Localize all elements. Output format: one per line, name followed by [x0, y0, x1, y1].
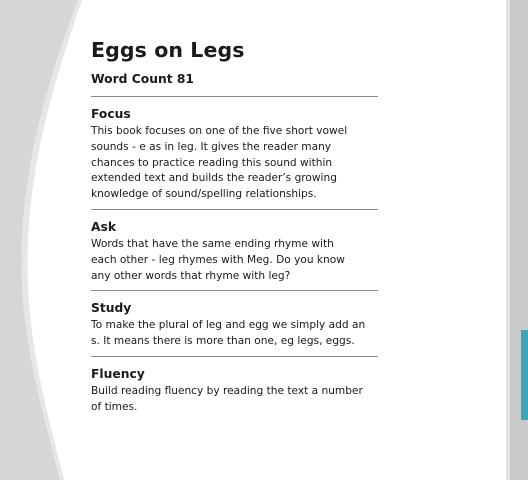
text-line: s. It means there is more than one, eg legs, eggs.: [91, 335, 355, 348]
text-line: any other words that rhyme with leg?: [91, 269, 291, 282]
section-body: [91, 384, 379, 416]
right-page-edge-highlight: [506, 0, 510, 480]
text-line: of times.: [91, 400, 138, 413]
text-line: extended text and builds the reader’s growing: [91, 172, 337, 185]
text-line: Words that have the same ending rhyme with: [91, 237, 334, 250]
text-line: To make the plural of leg and egg we simply add an: [91, 319, 366, 332]
text-line: knowledge of sound/spelling relationships.: [91, 188, 317, 201]
section-study: [91, 300, 379, 350]
teacher-notes: [91, 36, 379, 416]
book-title: Eggs on Legs: [91, 38, 245, 62]
section-fluency: [91, 366, 379, 416]
section-focus: [91, 106, 379, 203]
section-heading: Study: [91, 301, 132, 316]
section-heading: Ask: [91, 219, 117, 234]
word-count: Word Count 81: [91, 72, 194, 86]
text-line: each other - leg rhymes with Meg. Do you know: [91, 253, 345, 266]
left-curved-panel: [0, 0, 78, 480]
section-body: [91, 124, 379, 203]
text-line: This book focuses on one of the five short vowel: [91, 125, 348, 137]
teal-tab: [521, 330, 528, 420]
text-line: Build reading fluency by reading the text a number: [91, 384, 363, 397]
divider: [91, 209, 378, 210]
section-ask: [91, 219, 379, 284]
divider: [91, 96, 378, 97]
section-body: [91, 237, 379, 284]
section-body: [91, 318, 379, 350]
section-heading: Fluency: [91, 366, 145, 381]
divider: [91, 356, 378, 357]
text-line: sounds - e as in leg. It gives the reader many: [91, 140, 332, 153]
divider: [91, 290, 378, 291]
section-heading: Focus: [91, 107, 131, 121]
text-line: chances to practice reading this sound within: [91, 156, 333, 169]
